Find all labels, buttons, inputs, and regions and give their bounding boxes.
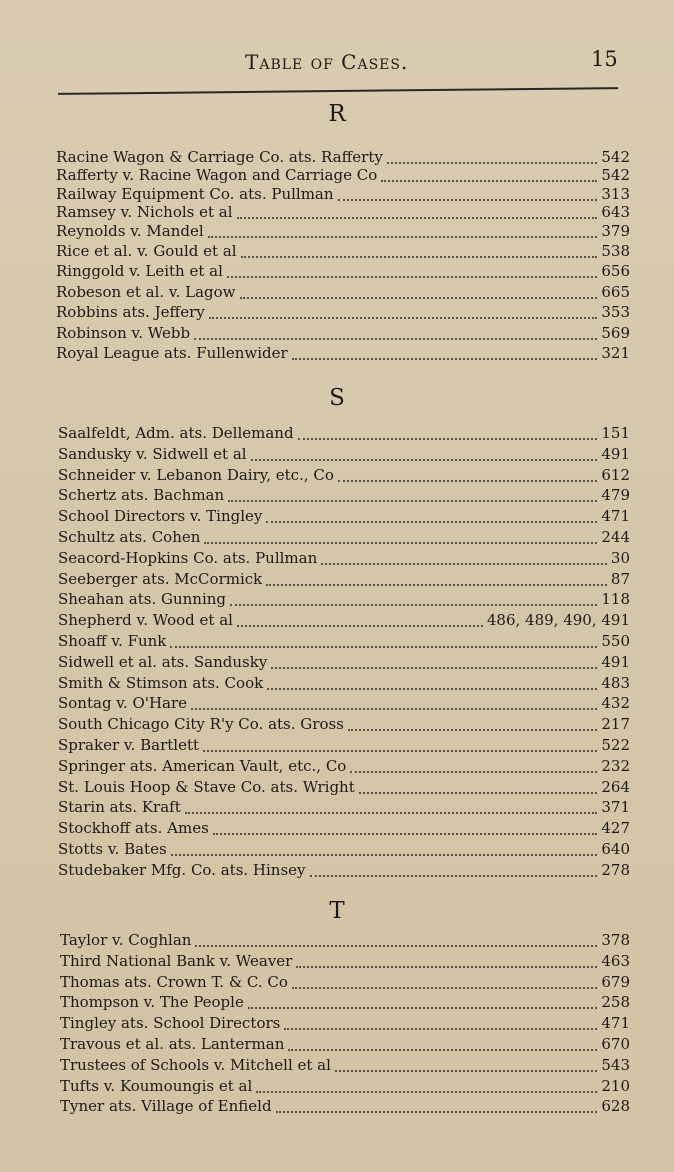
case-entry	[60, 952, 630, 972]
case-name: Springer ats. American Vault, etc., Co	[58, 756, 347, 775]
case-entry	[58, 715, 630, 735]
page-reference: 569	[601, 323, 630, 342]
page-reference: 542	[601, 166, 630, 185]
case-name: Reynolds v. Mandel	[56, 221, 204, 240]
case-name: Shoaff v. Funk	[58, 632, 167, 650]
case-entry	[56, 148, 630, 168]
page-reference: 30	[610, 548, 630, 567]
leader-dots	[195, 935, 597, 947]
case-name: Rice et al. v. Gould et al	[56, 242, 237, 260]
page-reference: 656	[601, 262, 630, 281]
case-name: Smith & Stimson ats. Cook	[58, 673, 264, 692]
leader-dots	[271, 657, 597, 669]
page-reference: 543	[601, 1055, 630, 1074]
case-entry	[58, 757, 630, 777]
case-entry	[58, 507, 630, 527]
running-head: Table of Cases.	[245, 50, 409, 74]
section-letter-s: S	[329, 385, 345, 411]
leader-dots	[240, 287, 598, 299]
leader-dots	[256, 1081, 597, 1093]
leader-dots	[230, 594, 597, 606]
page-reference: 353	[601, 303, 630, 322]
case-name: Racine Wagon & Carriage Co. ats. Rafferty	[56, 148, 383, 166]
page-reference: 118	[601, 590, 630, 609]
page-reference: 479	[601, 486, 630, 505]
case-entry	[56, 283, 630, 303]
case-entry	[56, 262, 630, 282]
case-entry	[58, 424, 630, 444]
leader-dots	[237, 615, 483, 627]
page-reference: 217	[601, 715, 630, 734]
case-entry	[58, 549, 630, 569]
leader-dots	[292, 348, 598, 360]
leader-dots	[228, 490, 597, 502]
case-entry	[56, 242, 630, 262]
leader-dots	[296, 956, 597, 968]
leader-dots	[171, 844, 598, 856]
case-entry	[58, 778, 630, 798]
case-entry	[58, 590, 630, 610]
leader-dots	[208, 226, 598, 238]
case-entry	[58, 445, 630, 465]
case-entry	[58, 632, 630, 652]
leader-dots	[381, 170, 597, 182]
case-name: Sidwell et al. ats. Sandusky	[58, 652, 268, 671]
case-entry	[60, 1077, 630, 1097]
page-reference: 210	[601, 1076, 630, 1095]
case-name: Tufts v. Koumoungis et al	[60, 1076, 253, 1095]
case-name: Robeson et al. v. Lagow	[56, 282, 236, 301]
leader-dots	[284, 1018, 597, 1030]
case-name: Thomas ats. Crown T. & C. Co	[60, 972, 288, 991]
leader-dots	[350, 761, 597, 773]
leader-dots	[338, 189, 598, 201]
case-entry	[58, 819, 630, 839]
case-name: Robbins ats. Jeffery	[56, 303, 205, 322]
case-entry	[56, 203, 630, 223]
leader-dots	[191, 698, 597, 710]
case-name: Ringgold v. Leith et al	[56, 262, 223, 281]
page-reference: 427	[601, 819, 630, 838]
section-letter-r: R	[328, 101, 346, 127]
case-entry	[58, 736, 630, 756]
leader-dots	[227, 266, 597, 278]
page-reference: 432	[601, 694, 630, 713]
page-reference: 151	[601, 424, 630, 442]
case-name: Studebaker Mfg. Co. ats. Hinsey	[58, 860, 306, 879]
page-reference: 471	[601, 1014, 630, 1033]
leader-dots	[241, 246, 598, 258]
page-reference: 665	[601, 282, 630, 301]
case-entry	[58, 840, 630, 860]
page-reference: 679	[601, 972, 630, 991]
case-entry	[56, 222, 630, 242]
case-name: Trustees of Schools v. Mitchell et al	[60, 1055, 331, 1074]
case-name: Royal League ats. Fullenwider	[56, 344, 288, 362]
leader-dots	[276, 1101, 598, 1113]
page-reference: 522	[601, 736, 630, 754]
case-name: South Chicago City R'y Co. ats. Gross	[58, 715, 344, 734]
page-reference: 491	[601, 444, 630, 463]
leader-dots	[321, 553, 607, 565]
leader-dots	[267, 678, 597, 690]
case-entry	[58, 798, 630, 818]
case-name: Shepherd v. Wood et al	[58, 611, 233, 630]
case-name: Schultz ats. Cohen	[58, 528, 201, 546]
leader-dots	[248, 997, 598, 1009]
page-reference: 244	[601, 528, 630, 546]
case-entry	[58, 861, 630, 881]
page-reference: 640	[601, 840, 630, 858]
page-reference: 371	[601, 798, 630, 817]
leader-dots	[209, 307, 598, 319]
case-entry	[56, 324, 630, 344]
page-reference: 321	[601, 344, 630, 362]
leader-dots	[204, 532, 597, 544]
case-entry	[58, 466, 630, 486]
case-name: Seacord-Hopkins Co. ats. Pullman	[58, 548, 318, 567]
leader-dots	[203, 740, 597, 752]
leader-dots	[266, 511, 597, 523]
case-name: Seeberger ats. McCormick	[58, 569, 263, 588]
leader-dots	[288, 1039, 597, 1051]
leader-dots	[292, 977, 597, 989]
case-entry	[60, 973, 630, 993]
page-reference: 643	[601, 203, 630, 222]
page-reference: 483	[601, 673, 630, 692]
page-reference: 628	[601, 1097, 630, 1116]
case-name: School Directors v. Tingley	[58, 507, 263, 526]
case-name: Travous et al. ats. Lanterman	[60, 1035, 285, 1053]
case-entry	[56, 166, 630, 186]
case-name: Rafferty v. Racine Wagon and Carriage Co	[56, 166, 378, 185]
page-reference: 313	[601, 184, 630, 203]
case-entry	[58, 674, 630, 694]
leader-dots	[213, 823, 598, 835]
case-name: Saalfeldt, Adm. ats. Dellemand	[58, 424, 294, 442]
page-reference: 258	[601, 993, 630, 1012]
page-reference: 542	[601, 148, 630, 166]
case-entry	[58, 653, 630, 673]
leader-dots	[338, 470, 597, 482]
page-reference: 538	[601, 242, 630, 260]
page-reference: 264	[601, 777, 630, 796]
page-reference: 87	[610, 569, 630, 588]
case-entry	[58, 570, 630, 590]
page-number: 15	[591, 47, 618, 71]
case-entry	[56, 185, 630, 205]
page-reference: 379	[601, 221, 630, 240]
case-entry	[60, 1014, 630, 1034]
case-name: Third National Bank v. Weaver	[60, 951, 293, 970]
leader-dots	[170, 636, 597, 648]
case-name: Sontag v. O'Hare	[58, 694, 188, 713]
case-name: Robinson v. Webb	[56, 323, 191, 342]
case-entry	[60, 1097, 630, 1117]
case-name: Sheahan ats. Gunning	[58, 590, 227, 609]
page-reference: 378	[601, 931, 630, 949]
case-name: Schneider v. Lebanon Dairy, etc., Co	[58, 465, 334, 484]
case-entry	[58, 486, 630, 506]
leader-dots	[237, 207, 598, 219]
page-reference: 670	[601, 1035, 630, 1053]
leader-dots	[251, 449, 598, 461]
case-name: St. Louis Hoop & Stave Co. ats. Wright	[58, 777, 355, 796]
leader-dots	[335, 1060, 597, 1072]
case-name: Tingley ats. School Directors	[60, 1014, 281, 1033]
leader-dots	[359, 782, 598, 794]
page-reference: 463	[601, 951, 630, 970]
case-name: Ramsey v. Nichols et al	[56, 203, 233, 222]
case-entry	[60, 931, 630, 951]
leader-dots	[387, 152, 598, 164]
page-reference: 471	[601, 507, 630, 526]
page-reference: 232	[601, 756, 630, 775]
case-name: Thompson v. The People	[60, 993, 244, 1012]
page-reference: 550	[601, 632, 630, 650]
case-entry	[56, 344, 630, 364]
case-entry	[56, 303, 630, 323]
case-entry	[60, 993, 630, 1013]
leader-dots	[266, 574, 607, 586]
case-name: Sandusky v. Sidwell et al	[58, 444, 247, 463]
case-name: Tyner ats. Village of Enfield	[60, 1097, 272, 1116]
case-name: Railway Equipment Co. ats. Pullman	[56, 184, 334, 203]
case-name: Taylor v. Coghlan	[60, 931, 192, 949]
case-entry	[60, 1035, 630, 1055]
leader-dots	[298, 428, 598, 440]
case-entry	[58, 611, 630, 631]
case-name: Stockhoff ats. Ames	[58, 819, 209, 838]
case-entry	[58, 694, 630, 714]
leader-dots	[348, 719, 597, 731]
leader-dots	[310, 865, 598, 877]
leader-dots	[194, 328, 597, 340]
case-name: Spraker v. Bartlett	[58, 736, 200, 754]
section-letter-t: T	[329, 898, 345, 924]
header-rule	[58, 87, 618, 95]
leader-dots	[185, 802, 598, 814]
page-reference: 491	[601, 652, 630, 671]
case-entry	[60, 1056, 630, 1076]
case-entry	[58, 528, 630, 548]
case-name: Schertz ats. Bachman	[58, 486, 225, 505]
case-name: Stotts v. Bates	[58, 840, 167, 858]
page-reference: 612	[601, 465, 630, 484]
page-reference: 278	[601, 860, 630, 879]
page-reference: 486, 489, 490, 491	[486, 611, 630, 630]
case-name: Starin ats. Kraft	[58, 798, 181, 817]
